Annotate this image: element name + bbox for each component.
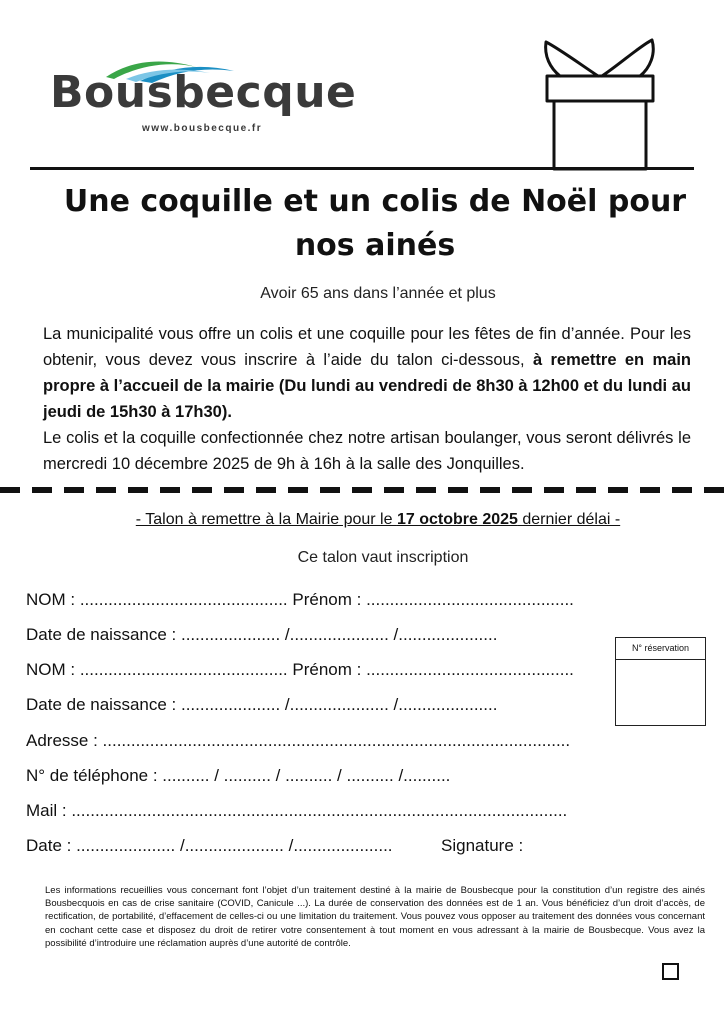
cut-line [0,487,724,493]
signature-field[interactable]: Signature : [441,836,524,855]
page-title: Une coquille et un colis de Noël pour nos ainés [63,184,687,263]
gift-icon [540,34,660,172]
phone-field[interactable]: N° de téléphone : .......... / .......... / .......... / .......... /.......... [26,766,451,785]
intro-paragraph-2: Le colis et la coquille confectionnée chez notre artisan boulanger, vous seront délivrés le mercredi 10 décembre 2025 de 9h à 16h à la salle des Jonquilles. [43,429,691,473]
slip-title: - Talon à remettre à la Mairie pour le 17 octobre 2025 dernier délai - [135,511,621,528]
header-divider [30,167,694,170]
privacy-notice: Les informations recueillies vous concernant font l’objet d’un traitement destiné à la mairie de Bousbecque pour la constitution d’un registre des ainés Bousbecquois en cas de crise sanitaire (COVID, Canicule ...). La durée de conservation des données est de 1 an. Vous bénéficiez d’un droit d’accès, de rectification, de portabilité, d’effacement de celles-ci ou une limitation du traitement. Vous pouvez vous opposer au traitement des données vous concernant en cochant cette case et disposez du droit de retirer votre consentement à tout moment en vous adressant à la mairie de Bousbecque. Vous avez la possibilité d’introduire une réclamation auprès d’une autorité de contrôle. [45,885,705,949]
intro-paragraph-1: La municipalité vous offre un colis et une coquille pour les fêtes de fin d’année. Pour les obtenir, vous devez vous inscrire à l’aide du talon ci-dessous, à remettre en main propre à l’accueil de la mairie (Du lundi au vendredi de 8h30 à 12h00 et du lundi au jeudi de 15h30 à 17h30). [43,325,691,421]
deadline-date: 17 octobre 2025 [396,511,518,528]
birthdate-field-1[interactable]: Date de naissance : ..................... /..................... /..................... [26,625,498,644]
logo-wordmark: Bousbecque [50,67,357,118]
mail-field[interactable]: Mail : ......................................................................................................... [26,801,568,820]
date-field[interactable]: Date : ..................... /..................... /..................... [26,836,393,855]
bousbecque-logo [50,55,357,135]
logo-url: www.bousbecque.fr [142,123,263,134]
handover-instructions: à remettre en main propre à l’accueil de la mairie (Du lundi au vendredi de 8h30 à 12h00 et du lundi au jeudi de 15h30 à 17h30). [43,351,691,421]
name-field-1[interactable]: NOM : ............................................ Prénom : ............................................ [26,590,574,609]
slip-note: Ce talon vaut inscription [297,549,469,566]
birthdate-field-2[interactable]: Date de naissance : ..................... /..................... /..................... [26,695,498,714]
address-field[interactable]: Adresse : ................................................................................................... [26,731,571,750]
intro-text [43,321,691,477]
consent-checkbox[interactable] [662,963,679,980]
eligibility-note: Avoir 65 ans dans l’année et plus [260,285,496,302]
name-field-2[interactable]: NOM : ............................................ Prénom : ............................................ [26,660,574,679]
reservation-label: N° réservation [616,638,705,660]
reservation-box [615,637,706,726]
